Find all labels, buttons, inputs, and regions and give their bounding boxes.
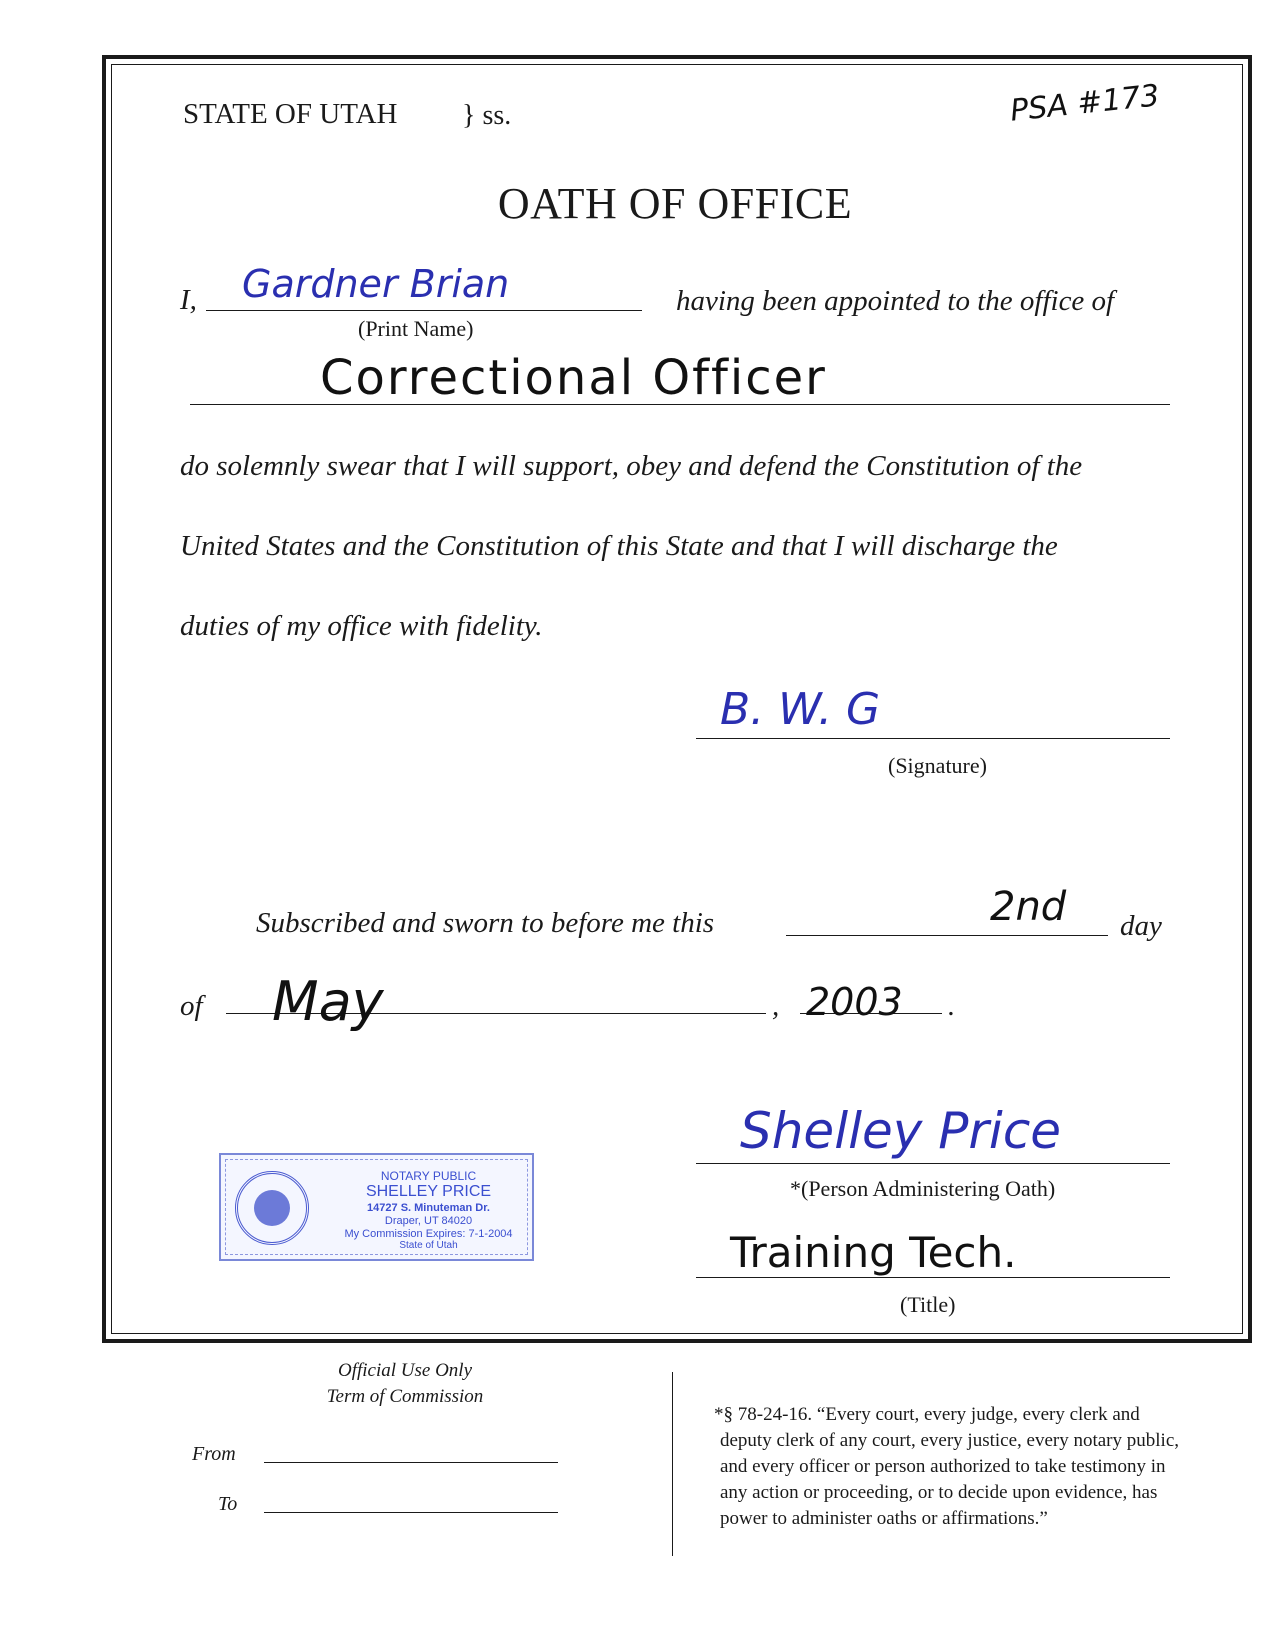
day-label: day xyxy=(1120,910,1162,942)
printed-name: Gardner Brian xyxy=(242,262,510,306)
stamp-line-1: NOTARY PUBLIC xyxy=(380,1169,477,1183)
stamp-line-4: Draper, UT 84020 xyxy=(384,1215,473,1227)
period: . xyxy=(948,990,956,1022)
footnote-line-1: *§ 78-24-16. “Every court, every judge, every clerk and xyxy=(714,1404,1140,1425)
official-use-heading: Official Use Only xyxy=(337,1360,473,1381)
comma: , xyxy=(772,990,780,1022)
subscribed-text: Subscribed and sworn to before me this xyxy=(256,907,715,939)
from-label: From xyxy=(192,1443,236,1465)
footnote-line-5: power to administer oaths or affirmations.” xyxy=(720,1508,1048,1529)
administrator-signature: Shelley Price xyxy=(740,1102,1062,1160)
footnote-line-4: any action or proceeding, or to decide upon evidence, has xyxy=(720,1482,1158,1503)
print-name-line xyxy=(206,310,642,311)
state-seal-icon xyxy=(235,1171,309,1245)
oath-line-3: duties of my office with fidelity. xyxy=(180,610,543,642)
of-label: of xyxy=(180,990,203,1022)
footnote-line-2: deputy clerk of any court, every justice, every notary public, xyxy=(720,1430,1179,1451)
title-caption: (Title) xyxy=(900,1292,956,1317)
from-line xyxy=(264,1462,558,1463)
notary-stamp xyxy=(219,1153,534,1261)
oath-line-1: do solemnly swear that I will support, obey and defend the Constitution of the xyxy=(180,450,1083,482)
stamp-line-2: SHELLEY PRICE xyxy=(365,1183,492,1200)
appointee-signature: B. W. G xyxy=(720,684,881,735)
signature-caption: (Signature) xyxy=(888,753,987,778)
to-line xyxy=(264,1512,558,1513)
vertical-divider xyxy=(672,1372,673,1556)
title-line xyxy=(696,1277,1170,1278)
footnote-line-3: and every officer or person authorized to take testimony in xyxy=(720,1456,1166,1477)
stamp-line-3: 14727 S. Minuteman Dr. xyxy=(367,1202,490,1214)
administrator-line xyxy=(696,1163,1170,1164)
oath-line-2: United States and the Constitution of this State and that I will discharge the xyxy=(180,530,1058,562)
i-label: I, xyxy=(180,284,197,316)
signature-line xyxy=(696,738,1170,739)
month-value: May xyxy=(272,970,384,1033)
page-title: OATH OF OFFICE xyxy=(497,179,853,228)
print-name-caption: (Print Name) xyxy=(358,316,474,341)
document-number: PSA #173 xyxy=(1008,78,1162,129)
day-value: 2nd xyxy=(990,884,1067,930)
stamp-line-6: State of Utah xyxy=(399,1240,458,1251)
inner-border xyxy=(111,64,1243,1334)
year-value: 2003 xyxy=(806,980,903,1024)
stamp-line-5: My Commission Expires: 7-1-2004 xyxy=(344,1228,513,1240)
ss-label: } ss. xyxy=(462,100,512,131)
to-label: To xyxy=(218,1493,238,1515)
term-heading: Term of Commission xyxy=(326,1386,484,1407)
day-line xyxy=(786,935,1108,936)
title-value: Training Tech. xyxy=(730,1228,1017,1277)
appointed-text: having been appointed to the office of xyxy=(676,285,1115,317)
administrator-caption: *(Person Administering Oath) xyxy=(790,1176,1056,1201)
state-label: STATE OF UTAH xyxy=(183,98,398,130)
office-name: Correctional Officer xyxy=(320,350,827,406)
